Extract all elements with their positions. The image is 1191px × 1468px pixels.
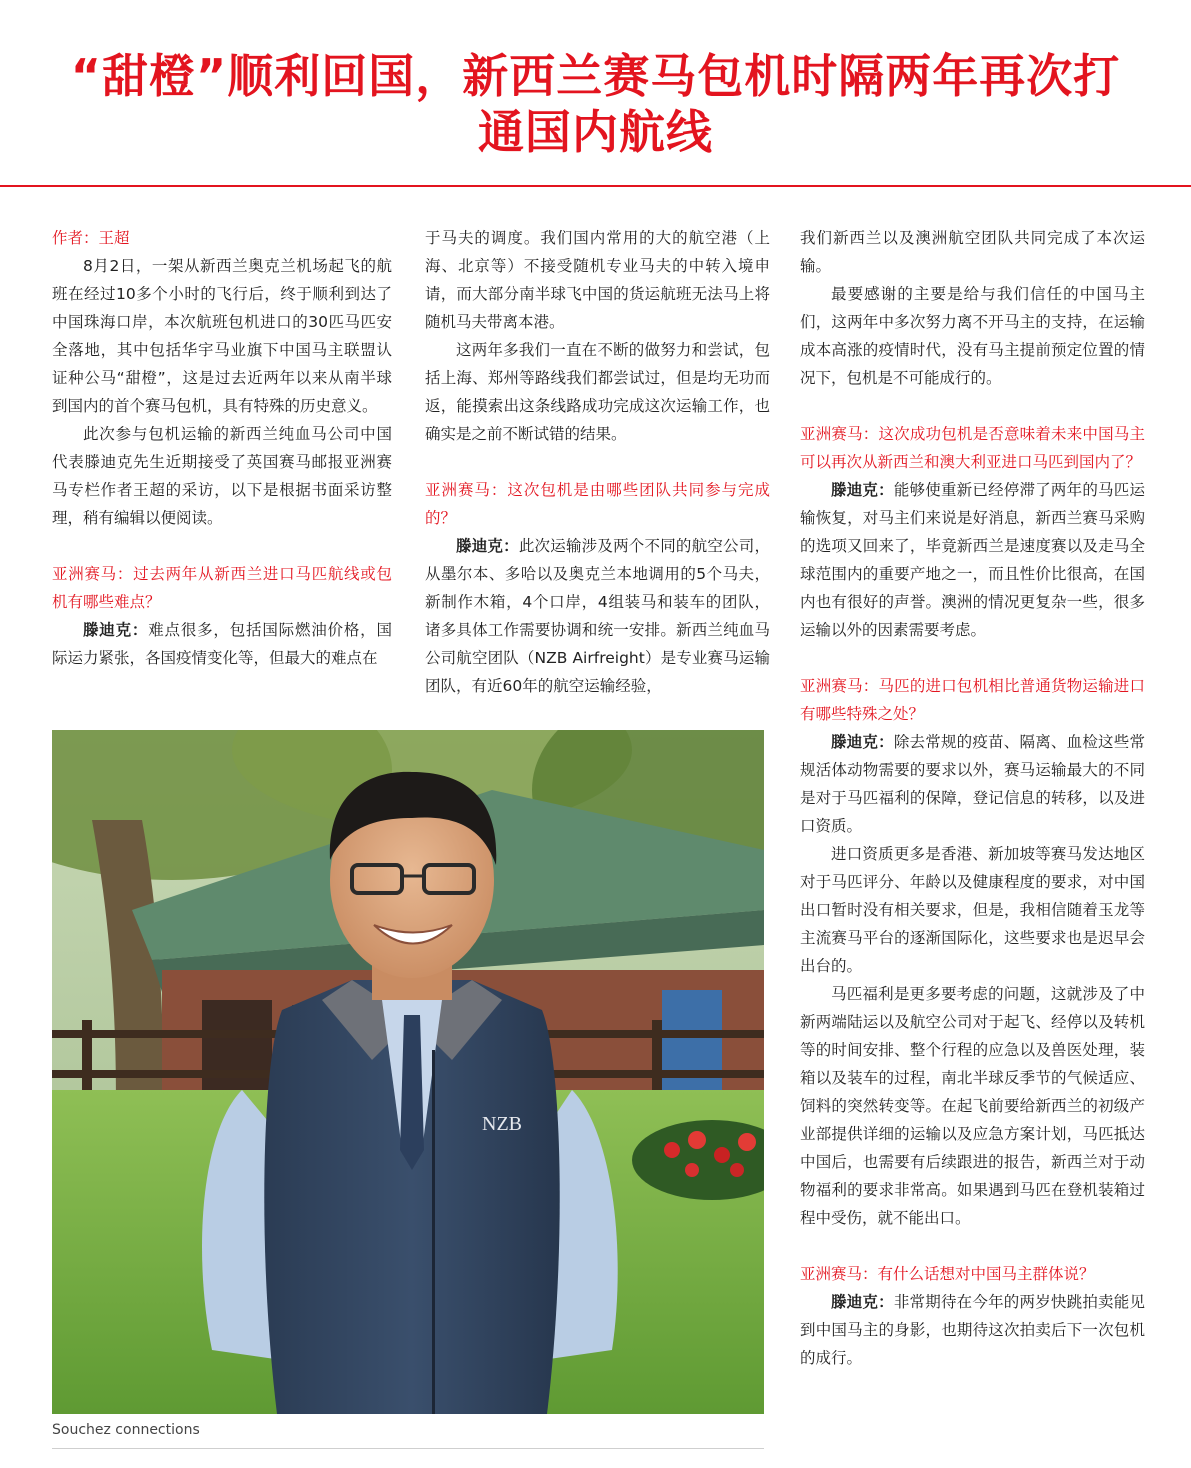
paragraph: 这两年多我们一直在不断的做努力和尝试，包括上海、郑州等路线我们都尝试过，但是均无功而返，能摸索出这条线路成功完成这次运输工作，也确实是之前不断试错的结果。 <box>425 341 770 443</box>
paragraph: 马匹福利是更多要考虑的问题，这就涉及了中新两端陆运以及航空公司对于起飞、经停以及转机等的时间安排、整个行程的应急以及兽医处理，装箱以及装车的过程，南北半球反季节的气候适应、饲料的突然转变等。在起飞前要给新西兰的初级产业部提供详细的运输以及应急方案计划，马匹抵达中国后，也需要有后续跟进的报告，新西兰对于动物福利的要求非常高。如果遇到马匹在登机装箱过程中受伤，就不能出口。 <box>800 985 1145 1227</box>
photo-caption: Souchez connections <box>52 1422 200 1438</box>
interview-question: 亚洲赛马：这次成功包机是否意味着未来中国马主可以再次从新西兰和澳大利亚进口马匹到国内了？ <box>800 425 1145 471</box>
article-column-3 <box>800 224 1145 1372</box>
headline-line-1: “甜橙”顺利回国，新西兰赛马包机时隔两年再次打 <box>70 49 1121 103</box>
caption-divider <box>52 1448 764 1449</box>
speaker-name: 滕迪克： <box>456 537 519 555</box>
answer-text: 非常期待在今年的两岁快跳拍卖能见到中国马主的身影，也期待这次拍卖后下一次包机的成行。 <box>800 1293 1145 1367</box>
paragraph: 我们新西兰以及澳洲航空团队共同完成了本次运输。 <box>800 229 1145 275</box>
answer-text: 能够使重新已经停滞了两年的马匹运输恢复，对马主们来说是好消息，新西兰赛马采购的选项又回来了，毕竟新西兰是速度赛以及走马全球范围内的重要产地之一，而且性价比很高，在国内也有很好的声誉。澳洲的情况更复杂一些，很多运输以外的因素需要考虑。 <box>800 481 1145 639</box>
paragraph: 此次参与包机运输的新西兰纯血马公司中国代表滕迪克先生近期接受了英国赛马邮报亚洲赛马专栏作者王超的采访，以下是根据书面采访整理，稍有编辑以便阅读。 <box>52 425 392 527</box>
paragraph: 8月2日，一架从新西兰奥克兰机场起飞的航班在经过10多个小时的飞行后，终于顺利到达了中国珠海口岸，本次航班包机进口的30匹马匹安全落地，其中包括华宇马业旗下中国马主联盟认证种公马“甜橙”，这是过去近两年以来从南半球到国内的首个赛马包机，具有特殊的历史意义。 <box>52 257 392 415</box>
interview-answer <box>52 616 392 672</box>
portrait-photo <box>52 730 764 1414</box>
article-column-2 <box>425 224 770 700</box>
author-line: 作者：王超 <box>52 229 130 247</box>
paragraph: 于马夫的调度。我们国内常用的大的航空港（上海、北京等）不接受随机专业马夫的中转入境申请，而大部分南半球飞中国的货运航班无法马上将随机马夫带离本港。 <box>425 229 770 331</box>
answer-text: 此次运输涉及两个不同的航空公司，从墨尔本、多哈以及奥克兰本地调用的5个马夫，新制作木箱，4个口岸，4组装马和装车的团队，诸多具体工作需要协调和统一安排。新西兰纯血马公司航空团队（NZB Airfreight）是专业赛马运输团队，有近60年的航空运输经验， <box>425 537 770 695</box>
paragraph: 最要感谢的主要是给与我们信任的中国马主们，这两年中多次努力离不开马主的支持，在运输成本高涨的疫情时代，没有马主提前预定位置的情况下，包机是不可能成行的。 <box>800 285 1145 387</box>
speaker-name: 滕迪克： <box>83 621 149 639</box>
speaker-name: 滕迪克： <box>831 1293 894 1311</box>
headline-line-2: 通国内航线 <box>478 105 713 159</box>
speaker-name: 滕迪克： <box>831 481 894 499</box>
speaker-name: 滕迪克： <box>831 733 894 751</box>
interview-answer <box>800 476 1145 644</box>
interview-question: 亚洲赛马：马匹的进口包机相比普通货物运输进口有哪些特殊之处？ <box>800 677 1145 723</box>
answer-text: 除去常规的疫苗、隔离、血检这些常规活体动物需要的要求以外，赛马运输最大的不同是对于马匹福利的保障，登记信息的转移，以及进口资质。 <box>800 733 1145 835</box>
interview-question: 亚洲赛马：过去两年从新西兰进口马匹航线或包机有哪些难点？ <box>52 565 392 611</box>
headline-divider <box>0 185 1191 187</box>
interview-answer <box>800 728 1145 840</box>
answer-text: 难点很多，包括国际燃油价格，国际运力紧张，各国疫情变化等，但最大的难点在 <box>52 621 392 667</box>
interview-question: 亚洲赛马：这次包机是由哪些团队共同参与完成的？ <box>425 481 770 527</box>
paragraph: 进口资质更多是香港、新加坡等赛马发达地区对于马匹评分、年龄以及健康程度的要求，对中国出口暂时没有相关要求，但是，我相信随着玉龙等主流赛马平台的逐渐国际化，这些要求也是迟早会出台的。 <box>800 845 1145 975</box>
article-column-1 <box>52 224 392 672</box>
interview-question: 亚洲赛马：有什么话想对中国马主群体说？ <box>800 1265 1095 1283</box>
interview-answer <box>425 532 770 700</box>
headline <box>40 48 1151 160</box>
interview-answer <box>800 1288 1145 1372</box>
vest-logo-text: NZB <box>482 1113 522 1135</box>
